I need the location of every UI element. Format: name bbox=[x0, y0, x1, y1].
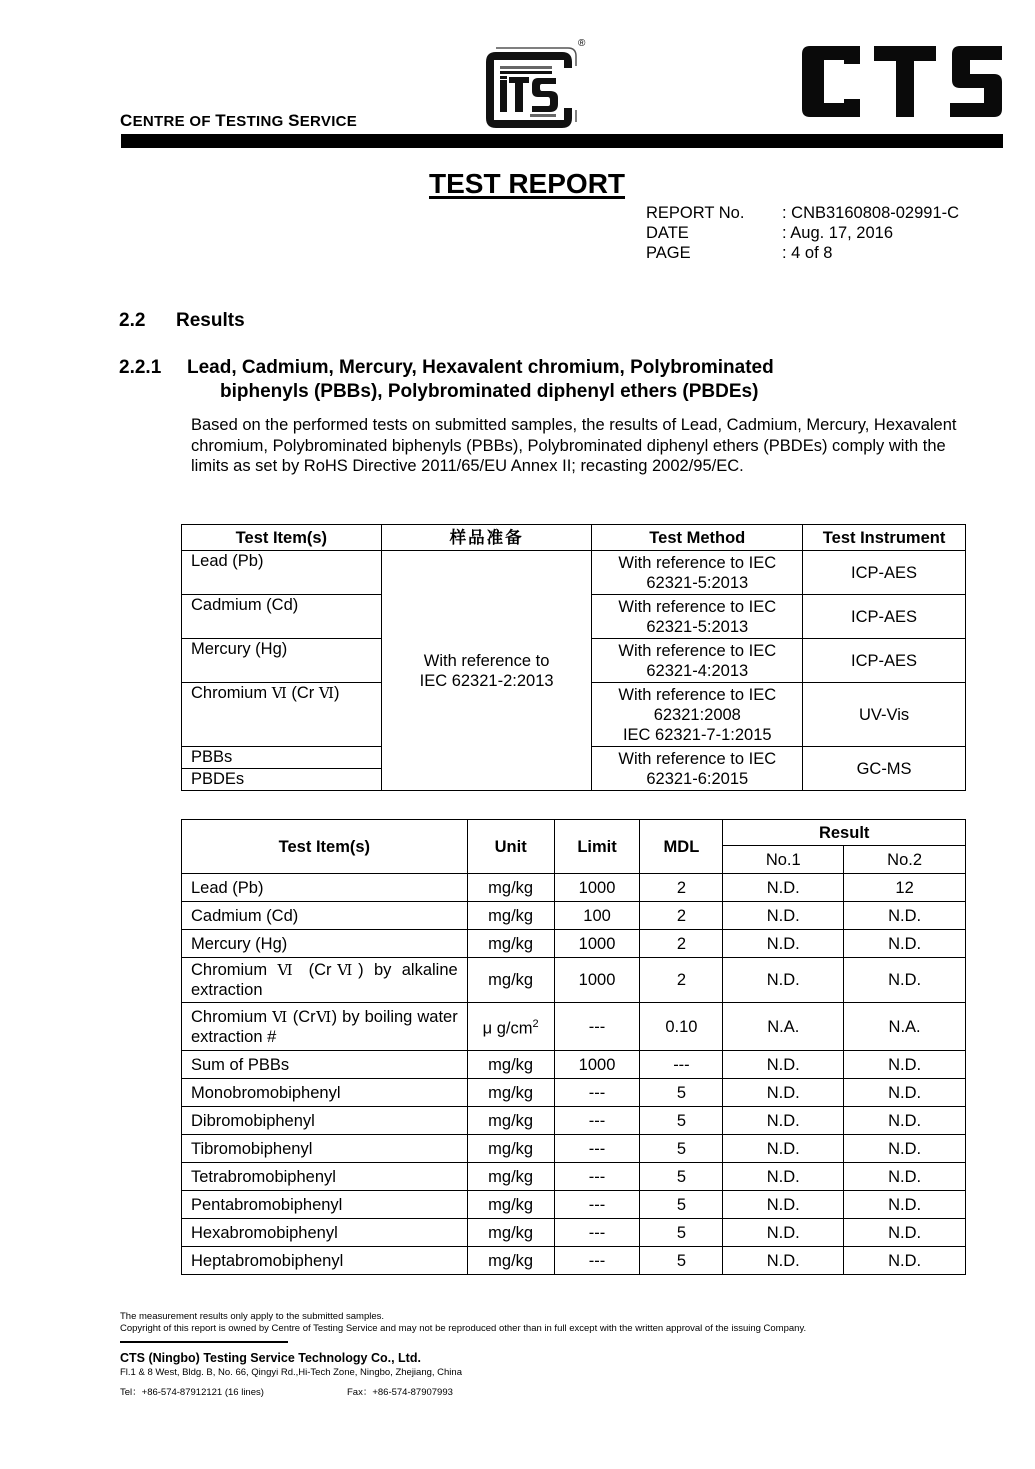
header-sample-prep: 样品准备 bbox=[381, 525, 592, 551]
mdl-cell: 5 bbox=[640, 1219, 723, 1247]
meta-value: : CNB3160808-02991-C bbox=[782, 204, 960, 222]
result-no1-cell: N.D. bbox=[723, 902, 844, 930]
item-text: Chromium bbox=[191, 684, 272, 702]
table-header-row bbox=[182, 525, 966, 551]
limit-cell: --- bbox=[554, 1191, 640, 1219]
unit-cell bbox=[467, 1003, 554, 1051]
page-title: TEST REPORT bbox=[429, 168, 626, 199]
item-text: Chromium bbox=[191, 1007, 273, 1026]
table-row bbox=[182, 874, 966, 902]
footer-note-copyright: Copyright of this report is owned by Centre of Testing Service and may not be reproduced other than in full except with the written approval of the issuing Company. bbox=[120, 1323, 807, 1334]
instrument-cell: ICP-AES bbox=[803, 595, 966, 639]
roman-numeral: Ⅵ bbox=[315, 1007, 332, 1026]
result-no2-cell: N.D. bbox=[844, 902, 966, 930]
company-name: CTS (Ningbo) Testing Service Technology Co., Ltd. bbox=[120, 1351, 421, 1365]
test-item-cell: Lead (Pb) bbox=[182, 874, 468, 902]
table-row bbox=[182, 1079, 966, 1107]
org-name-part: C bbox=[120, 111, 133, 130]
section-title: Results bbox=[176, 310, 245, 331]
table-header-row bbox=[182, 820, 966, 846]
section-number: 2.2 bbox=[119, 310, 146, 331]
test-item-cell: Tibromobiphenyl bbox=[182, 1135, 468, 1163]
limit-cell: --- bbox=[554, 1163, 640, 1191]
limit-cell: --- bbox=[554, 1107, 640, 1135]
subsection-heading bbox=[119, 356, 774, 404]
report-number-row bbox=[646, 203, 959, 223]
test-item-cell bbox=[182, 958, 468, 1003]
instrument-cell: ICP-AES bbox=[803, 639, 966, 683]
mdl-cell: 2 bbox=[640, 930, 723, 958]
mdl-cell: 5 bbox=[640, 1107, 723, 1135]
date-row bbox=[646, 223, 959, 243]
test-method-cell bbox=[592, 639, 803, 683]
method-line: 62321-5:2013 bbox=[646, 573, 749, 592]
method-line: IEC 62321-7-1:2015 bbox=[622, 725, 772, 744]
header-test-method: Test Method bbox=[592, 525, 803, 551]
method-line: With reference to IEC bbox=[618, 685, 777, 704]
table-row bbox=[182, 551, 966, 595]
result-no2-cell: N.D. bbox=[844, 1219, 966, 1247]
roman-numeral: Ⅵ bbox=[271, 684, 287, 702]
mdl-cell: --- bbox=[640, 1051, 723, 1079]
test-item-cell: Dibromobiphenyl bbox=[182, 1107, 468, 1135]
result-no1-cell: N.D. bbox=[723, 930, 844, 958]
unit-superscript: 2 bbox=[532, 1018, 539, 1031]
result-no1-cell: N.D. bbox=[723, 1247, 844, 1275]
result-no1-cell: N.D. bbox=[723, 1163, 844, 1191]
table-row bbox=[182, 902, 966, 930]
mdl-cell: 2 bbox=[640, 902, 723, 930]
limit-cell: 1000 bbox=[554, 1051, 640, 1079]
test-item-cell: Tetrabromobiphenyl bbox=[182, 1163, 468, 1191]
test-item-cell: Lead (Pb) bbox=[182, 551, 382, 595]
meta-label: REPORT No. bbox=[646, 204, 745, 222]
mdl-cell: 5 bbox=[640, 1191, 723, 1219]
item-text: ) by boiling water extraction # bbox=[191, 1007, 458, 1046]
subsection-title-line2: biphenyls (PBBs), Polybrominated diphenyl ethers (PBDEs) bbox=[220, 381, 759, 402]
table-row bbox=[182, 1163, 966, 1191]
result-no2-cell: N.D. bbox=[844, 1135, 966, 1163]
footer-divider bbox=[120, 1341, 288, 1343]
svg-text:®: ® bbox=[578, 38, 586, 49]
method-line: With reference to IEC bbox=[618, 553, 777, 572]
result-no2-cell: N.D. bbox=[844, 1247, 966, 1275]
table-row bbox=[182, 1135, 966, 1163]
telephone: Tel：+86-574-87912121 (16 lines) bbox=[120, 1387, 264, 1398]
result-no1-cell: N.D. bbox=[723, 1191, 844, 1219]
unit-cell: mg/kg bbox=[467, 1247, 554, 1275]
mdl-cell: 2 bbox=[640, 958, 723, 1003]
table-row bbox=[182, 1107, 966, 1135]
section-heading bbox=[119, 310, 245, 332]
table-row bbox=[182, 1003, 966, 1051]
mdl-cell: 5 bbox=[640, 1247, 723, 1275]
org-name-part: S bbox=[288, 111, 300, 130]
roman-numeral: Ⅵ bbox=[318, 684, 334, 702]
item-text: ) by alkaline extraction bbox=[191, 961, 458, 999]
meta-label: DATE bbox=[646, 224, 689, 242]
limit-cell: --- bbox=[554, 1135, 640, 1163]
instrument-cell: GC-MS bbox=[803, 747, 966, 791]
roman-numeral: Ⅵ bbox=[331, 961, 359, 979]
result-no1-cell: N.D. bbox=[723, 874, 844, 902]
mdl-cell: 2 bbox=[640, 874, 723, 902]
test-item-cell: Heptabromobiphenyl bbox=[182, 1247, 468, 1275]
result-no2-cell: N.A. bbox=[844, 1003, 966, 1051]
result-no2-cell: N.D. bbox=[844, 1107, 966, 1135]
header-test-item: Test Item(s) bbox=[182, 525, 382, 551]
table-row bbox=[182, 930, 966, 958]
result-no2-cell: N.D. bbox=[844, 958, 966, 1003]
unit-cell: mg/kg bbox=[467, 1079, 554, 1107]
limit-cell: --- bbox=[554, 1219, 640, 1247]
roman-numeral: Ⅵ bbox=[272, 1007, 288, 1026]
unit-cell: mg/kg bbox=[467, 1107, 554, 1135]
footer-note-results: The measurement results only apply to the submitted samples. bbox=[120, 1311, 385, 1322]
method-line: With reference to IEC bbox=[618, 749, 777, 768]
result-no2-cell: N.D. bbox=[844, 1051, 966, 1079]
mdl-cell: 5 bbox=[640, 1079, 723, 1107]
limit-cell: 1000 bbox=[554, 958, 640, 1003]
subsection-title-line1: Lead, Cadmium, Mercury, Hexavalent chromium, Polybrominated bbox=[187, 357, 774, 378]
limit-cell: --- bbox=[554, 1079, 640, 1107]
result-no1-cell: N.D. bbox=[723, 1107, 844, 1135]
test-item-cell: PBBs bbox=[182, 747, 382, 769]
unit-cell: mg/kg bbox=[467, 930, 554, 958]
test-method-cell bbox=[592, 683, 803, 747]
test-item-cell: PBDEs bbox=[182, 769, 382, 791]
subsection-number: 2.2.1 bbox=[119, 357, 162, 378]
instrument-cell: UV-Vis bbox=[803, 683, 966, 747]
limit-cell: 1000 bbox=[554, 874, 640, 902]
org-name-part: T bbox=[215, 111, 226, 130]
header-mdl: MDL bbox=[640, 820, 723, 874]
test-item-cell: Mercury (Hg) bbox=[182, 930, 468, 958]
unit-cell: mg/kg bbox=[467, 1163, 554, 1191]
method-line: 62321-4:2013 bbox=[646, 661, 749, 680]
test-item-cell: Cadmium (Cd) bbox=[182, 595, 382, 639]
test-item-cell: Pentabromobiphenyl bbox=[182, 1191, 468, 1219]
result-no2-cell: N.D. bbox=[844, 930, 966, 958]
sample-prep-line: IEC 62321-2:2013 bbox=[419, 671, 554, 690]
method-line: 62321-5:2013 bbox=[646, 617, 749, 636]
meta-value: : Aug. 17, 2016 bbox=[782, 224, 894, 242]
header-limit: Limit bbox=[554, 820, 640, 874]
mdl-cell: 5 bbox=[640, 1135, 723, 1163]
result-no2-cell: 12 bbox=[844, 874, 966, 902]
results-table bbox=[181, 819, 966, 1275]
limit-cell: 100 bbox=[554, 902, 640, 930]
limit-cell: --- bbox=[554, 1003, 640, 1051]
test-item-cell: Cadmium (Cd) bbox=[182, 902, 468, 930]
method-line: 62321-6:2015 bbox=[646, 769, 749, 788]
method-line: With reference to IEC bbox=[618, 641, 777, 660]
result-no2-cell: N.D. bbox=[844, 1163, 966, 1191]
fax: Fax：+86-574-87907993 bbox=[347, 1387, 453, 1398]
table-row bbox=[182, 1219, 966, 1247]
item-text: (Cr bbox=[298, 961, 332, 979]
results-summary-paragraph: Based on the performed tests on submitted samples, the results of Lead, Cadmium, Mercury, Hexavalent chromium, Polybrominated biphenyls (PBBs), Polybrominated diphenyl ethers (PBDEs) comply with the limits as set by RoHS Directive 2011/65/EU Annex II; recasting 2002/95/EC. bbox=[191, 416, 957, 475]
result-no2-cell: N.D. bbox=[844, 1191, 966, 1219]
company-address: Fl.1 & 8 West, Bldg. B, No. 66, Qingyi Rd.,Hi-Tech Zone, Ningbo, Zhejiang, China bbox=[120, 1367, 462, 1378]
instrument-cell: ICP-AES bbox=[803, 551, 966, 595]
header-result: Result bbox=[723, 820, 966, 846]
unit-cell: mg/kg bbox=[467, 958, 554, 1003]
page-row bbox=[646, 243, 959, 263]
sample-prep-line: With reference to bbox=[423, 651, 550, 670]
result-no1-cell: N.D. bbox=[723, 1135, 844, 1163]
result-no1-cell: N.D. bbox=[723, 958, 844, 1003]
its-logo-icon bbox=[482, 36, 587, 131]
test-method-cell bbox=[592, 595, 803, 639]
table-row bbox=[182, 1191, 966, 1219]
header-divider bbox=[121, 134, 1003, 148]
unit-cell: mg/kg bbox=[467, 874, 554, 902]
item-text: ) bbox=[333, 684, 340, 702]
table-row bbox=[182, 1051, 966, 1079]
unit-cell: mg/kg bbox=[467, 902, 554, 930]
test-item-cell bbox=[182, 683, 382, 747]
cts-brand-logo bbox=[802, 46, 1007, 121]
test-item-cell bbox=[182, 1003, 468, 1051]
mdl-cell: 0.10 bbox=[640, 1003, 723, 1051]
test-item-cell: Mercury (Hg) bbox=[182, 639, 382, 683]
test-method-cell bbox=[592, 551, 803, 595]
table-row bbox=[182, 958, 966, 1003]
unit-cell: mg/kg bbox=[467, 1191, 554, 1219]
org-name-part: ENTRE bbox=[132, 113, 190, 130]
mdl-cell: 5 bbox=[640, 1163, 723, 1191]
organization-name bbox=[120, 111, 357, 131]
company-contact bbox=[120, 1384, 453, 1398]
org-name-part: OF bbox=[189, 113, 216, 130]
header-test-item: Test Item(s) bbox=[182, 820, 468, 874]
unit-cell: mg/kg bbox=[467, 1219, 554, 1247]
method-line: 62321:2008 bbox=[653, 705, 741, 724]
unit-cell: mg/kg bbox=[467, 1051, 554, 1079]
org-name-part: ESTING bbox=[225, 113, 289, 130]
item-text: (Cr bbox=[286, 684, 319, 702]
roman-numeral: Ⅵ bbox=[277, 961, 299, 979]
method-line: With reference to IEC bbox=[618, 597, 777, 616]
test-item-cell: Sum of PBBs bbox=[182, 1051, 468, 1079]
limit-cell: 1000 bbox=[554, 930, 640, 958]
unit-text: μ g/cm bbox=[482, 1019, 533, 1038]
meta-label: PAGE bbox=[646, 244, 691, 262]
test-item-cell: Hexabromobiphenyl bbox=[182, 1219, 468, 1247]
header-sample-no2: No.2 bbox=[844, 846, 966, 874]
result-no1-cell: N.A. bbox=[723, 1003, 844, 1051]
item-text: (Cr bbox=[287, 1007, 316, 1026]
header-test-instrument: Test Instrument bbox=[803, 525, 966, 551]
result-no1-cell: N.D. bbox=[723, 1079, 844, 1107]
result-no2-cell: N.D. bbox=[844, 1079, 966, 1107]
header-unit: Unit bbox=[467, 820, 554, 874]
limit-cell: --- bbox=[554, 1247, 640, 1275]
meta-value: : 4 of 8 bbox=[782, 244, 833, 262]
unit-cell: mg/kg bbox=[467, 1135, 554, 1163]
header-sample-no1: No.1 bbox=[723, 846, 844, 874]
report-meta bbox=[646, 203, 959, 263]
test-methods-table bbox=[181, 524, 966, 791]
sample-prep-cell bbox=[381, 551, 592, 791]
org-name-part: ERVICE bbox=[299, 113, 358, 130]
result-no1-cell: N.D. bbox=[723, 1219, 844, 1247]
result-no1-cell: N.D. bbox=[723, 1051, 844, 1079]
item-text: Chromium bbox=[191, 961, 278, 979]
test-method-cell bbox=[592, 747, 803, 791]
test-item-cell: Monobromobiphenyl bbox=[182, 1079, 468, 1107]
table-row bbox=[182, 1247, 966, 1275]
